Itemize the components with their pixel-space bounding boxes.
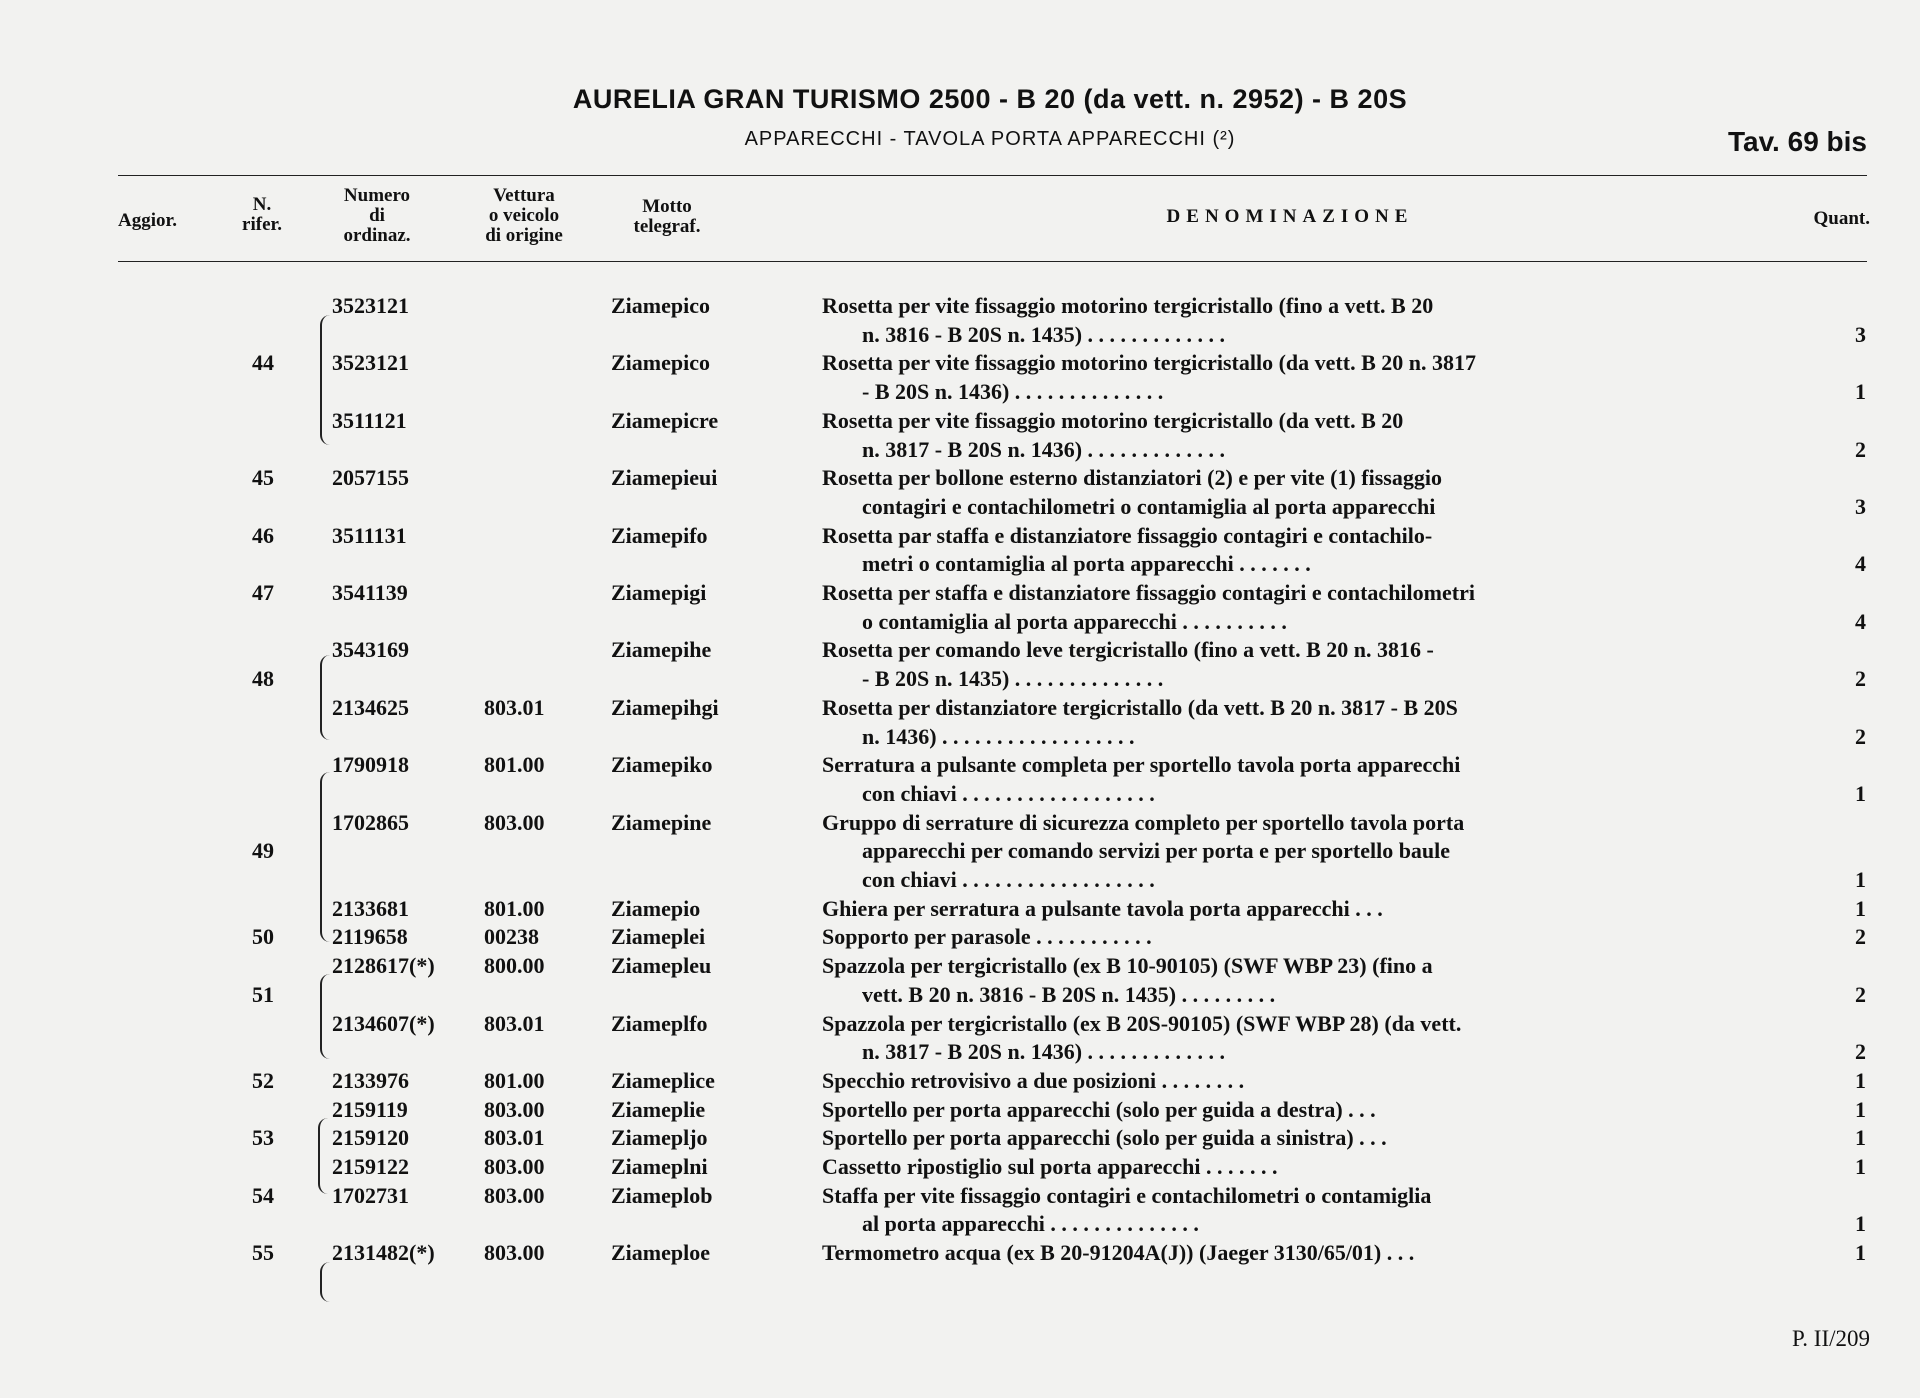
table-row	[0, 951, 1920, 980]
denomination: Spazzola per tergicristallo (ex B 10-90105) (SWF WBP 23) (fino a	[822, 953, 1433, 979]
denomination: al porta apparecchi . . . . . . . . . . . . . .	[862, 1211, 1199, 1237]
origin-vehicle: 803.01	[484, 1125, 545, 1151]
denomination: Specchio retrovisivo a due posizioni . . . . . . . .	[822, 1067, 1245, 1093]
denomination: Sportello per porta apparecchi (solo per guida a destra) . . .	[822, 1096, 1376, 1122]
order-number: 2134607(*)	[332, 1010, 435, 1036]
table-row	[0, 1209, 1920, 1238]
origin-vehicle: 800.00	[484, 953, 545, 979]
origin-vehicle: 801.00	[484, 895, 545, 921]
ref-number: 49	[252, 838, 274, 864]
telegraph-code: Ziameplei	[611, 924, 706, 950]
quantity: 2	[1855, 924, 1866, 950]
denomination: Serratura a pulsante completa per sportello tavola porta apparecchi	[822, 752, 1461, 778]
table-reference: Tav. 69 bis	[1727, 126, 1867, 157]
group-brace-53	[318, 1118, 330, 1194]
telegraph-code: Ziamepigi	[611, 580, 707, 605]
ref-number: 55	[252, 1240, 274, 1266]
group-brace-49	[320, 772, 332, 942]
quantity: 1	[1855, 1211, 1866, 1237]
quantity: 1	[1855, 1125, 1866, 1151]
order-number: 2128617(*)	[332, 953, 435, 979]
table-row	[0, 635, 1920, 664]
denomination: n. 1436) . . . . . . . . . . . . . . . . . .	[862, 723, 1135, 749]
origin-vehicle: 801.00	[484, 752, 545, 778]
table-row	[0, 377, 1920, 406]
denomination: Gruppo di serrature di sicurezza completo per sportello tavola porta	[822, 809, 1465, 835]
order-number: 2159119	[332, 1096, 408, 1122]
page-number: P. II/209	[1792, 1326, 1870, 1351]
denomination: Rosetta per vite fissaggio motorino tergicristallo (da vett. B 20	[822, 407, 1404, 433]
denomination: o contamiglia al porta apparecchi . . . . . . . . . .	[862, 608, 1287, 634]
table-row	[0, 779, 1920, 808]
telegraph-code: Ziamepine	[611, 809, 712, 835]
table-row	[0, 1152, 1920, 1181]
origin-vehicle: 803.00	[484, 1096, 545, 1122]
telegraph-code: Ziameplie	[611, 1096, 706, 1122]
quantity: 3	[1855, 321, 1866, 347]
header-top-rule	[118, 175, 1867, 176]
quantity: 2	[1855, 723, 1866, 749]
ref-number: 45	[252, 465, 274, 491]
denomination: Sportello per porta apparecchi (solo per guida a sinistra) . . .	[822, 1125, 1387, 1151]
denomination: Rosetta per distanziatore tergicristallo (da vett. B 20 n. 3817 - B 20S	[822, 694, 1458, 720]
table-row	[0, 1066, 1920, 1095]
col-header-denominazione: DENOMINAZIONE	[1166, 206, 1414, 227]
denomination: contagiri e contachilometri o contamiglia al porta apparecchi	[862, 493, 1436, 519]
table-row	[0, 664, 1920, 693]
denomination: Rosetta per comando leve tergicristallo (fino a vett. B 20 n. 3816 -	[822, 637, 1434, 663]
table-row	[0, 808, 1920, 837]
group-brace-48	[320, 655, 332, 740]
telegraph-code: Ziamepieui	[611, 465, 718, 491]
order-number: 1702865	[332, 809, 409, 835]
table-row	[0, 291, 1920, 320]
quantity: 4	[1855, 608, 1866, 634]
quantity: 1	[1855, 1154, 1866, 1179]
table-row	[0, 492, 1920, 521]
denomination: con chiavi . . . . . . . . . . . . . . . . . .	[862, 780, 1155, 806]
telegraph-code: Ziamepleu	[611, 953, 712, 979]
group-brace-44	[320, 315, 332, 445]
ref-number: 46	[252, 522, 274, 548]
denomination: Termometro acqua (ex B 20-91204A(J)) (Jaeger 3130/65/01) . . .	[822, 1240, 1415, 1266]
quantity: 1	[1855, 867, 1866, 892]
table-row	[0, 722, 1920, 751]
order-number: 2159122	[332, 1154, 409, 1179]
origin-vehicle: 803.01	[484, 694, 545, 720]
telegraph-code: Ziamepljo	[611, 1125, 708, 1151]
table-row	[0, 1037, 1920, 1066]
quantity: 2	[1855, 436, 1866, 462]
order-number: 3511121	[332, 407, 407, 433]
quantity: 2	[1855, 666, 1866, 692]
telegraph-code: Ziamepico	[611, 293, 710, 318]
col-header-motto: Motto telegraf.	[633, 196, 701, 237]
telegraph-code: Ziamepifo	[611, 522, 708, 548]
table-row	[0, 894, 1920, 923]
table-row	[0, 578, 1920, 607]
origin-vehicle: 803.00	[484, 809, 545, 835]
order-number: 3543169	[332, 637, 409, 663]
quantity: 1	[1855, 1067, 1866, 1093]
origin-vehicle: 801.00	[484, 1067, 545, 1093]
table-row	[0, 922, 1920, 951]
order-number: 3523121	[332, 350, 409, 376]
table-row	[0, 549, 1920, 578]
ref-number: 48	[252, 666, 274, 692]
order-number: 3523121	[332, 293, 409, 318]
page-subtitle: APPARECCHI - TAVOLA PORTA APPARECCHI (²)	[744, 128, 1236, 150]
page-title: AURELIA GRAN TURISMO 2500 - B 20 (da vett. n. 2952) - B 20S	[572, 84, 1408, 114]
table-row	[0, 435, 1920, 464]
table-row	[0, 1123, 1920, 1152]
denomination: Rosetta per vite fissaggio motorino tergicristallo (da vett. B 20 n. 3817	[822, 350, 1476, 376]
denomination: con chiavi . . . . . . . . . . . . . . . . . .	[862, 867, 1155, 892]
telegraph-code: Ziamepico	[611, 350, 710, 376]
table-row	[0, 406, 1920, 435]
order-number: 1702731	[332, 1182, 409, 1208]
table-row	[0, 865, 1920, 894]
denomination: Rosetta per staffa e distanziatore fissaggio contagiri e contachilometri	[822, 580, 1475, 605]
telegraph-code: Ziameplob	[611, 1182, 713, 1208]
ref-number: 47	[252, 580, 274, 605]
order-number: 2134625	[332, 694, 409, 720]
telegraph-code: Ziamepihe	[611, 637, 712, 663]
denomination: - B 20S n. 1436) . . . . . . . . . . . . . .	[862, 379, 1164, 405]
ref-number: 51	[252, 981, 274, 1007]
telegraph-code: Ziameplfo	[611, 1010, 708, 1036]
quantity: 1	[1855, 895, 1866, 921]
denomination: Spazzola per tergicristallo (ex B 20S-90105) (SWF WBP 28) (da vett.	[822, 1010, 1462, 1036]
order-number: 2119658	[332, 924, 408, 950]
ref-number: 54	[252, 1182, 274, 1208]
telegraph-code: Ziamepihgi	[611, 694, 719, 720]
table-row	[0, 521, 1920, 550]
table-row	[0, 1181, 1920, 1210]
table-row	[0, 1238, 1920, 1267]
table-row	[0, 348, 1920, 377]
denomination: apparecchi per comando servizi per porta e per sportello baule	[862, 838, 1451, 864]
quantity: 1	[1855, 780, 1866, 806]
table-row	[0, 607, 1920, 636]
ref-number: 53	[252, 1125, 274, 1151]
denomination: Rosetta par staffa e distanziatore fissaggio contagiri e contachilo-	[822, 522, 1433, 548]
order-number: 2131482(*)	[332, 1240, 435, 1266]
order-number: 2159120	[332, 1125, 409, 1151]
table-row	[0, 1009, 1920, 1038]
table-row	[0, 980, 1920, 1009]
denomination: Staffa per vite fissaggio contagiri e contachilometri o contamiglia	[822, 1182, 1432, 1208]
quantity: 2	[1855, 1039, 1866, 1065]
order-number: 2133681	[332, 895, 409, 921]
order-number: 2133976	[332, 1067, 409, 1093]
denomination: Ghiera per serratura a pulsante tavola porta apparecchi . . .	[822, 895, 1383, 921]
table-row	[0, 836, 1920, 865]
origin-vehicle: 803.00	[484, 1240, 545, 1266]
header-bottom-rule	[118, 261, 1867, 262]
quantity: 1	[1855, 1096, 1866, 1122]
telegraph-code: Ziameplice	[611, 1067, 715, 1093]
table-row	[0, 463, 1920, 492]
telegraph-code: Ziameplni	[611, 1154, 708, 1179]
telegraph-code: Ziamepiko	[611, 752, 713, 778]
ref-number: 50	[252, 924, 274, 950]
col-header-aggior: Aggior.	[118, 210, 177, 231]
denomination: Rosetta per bollone esterno distanziatori (2) e per vite (1) fissaggio	[822, 465, 1442, 491]
denomination: n. 3816 - B 20S n. 1435) . . . . . . . . . . . . .	[862, 321, 1226, 347]
origin-vehicle: 803.01	[484, 1010, 545, 1036]
order-number: 1790918	[332, 752, 409, 778]
col-header-numero: Numero di ordinaz.	[343, 185, 411, 246]
telegraph-code: Ziameploe	[611, 1240, 710, 1266]
table-row	[0, 1095, 1920, 1124]
denomination: vett. B 20 n. 3816 - B 20S n. 1435) . . . . . . . . .	[862, 981, 1276, 1007]
denomination: Rosetta per vite fissaggio motorino tergicristallo (fino a vett. B 20	[822, 293, 1434, 318]
ref-number: 52	[252, 1067, 274, 1093]
table-row	[0, 693, 1920, 722]
group-brace-51	[320, 974, 332, 1059]
quantity: 2	[1855, 981, 1866, 1007]
telegraph-code: Ziamepicre	[611, 407, 719, 433]
denomination: Sopporto per parasole . . . . . . . . . . .	[822, 924, 1152, 950]
origin-vehicle: 803.00	[484, 1182, 545, 1208]
denomination: metri o contamiglia al porta apparecchi . . . . . . .	[862, 551, 1311, 577]
origin-vehicle: 00238	[484, 924, 539, 950]
denomination: n. 3817 - B 20S n. 1436) . . . . . . . . . . . . .	[862, 1039, 1226, 1065]
col-header-quant: Quant.	[1813, 208, 1870, 229]
telegraph-code: Ziamepio	[611, 895, 701, 921]
order-number: 3541139	[332, 580, 408, 605]
table-row	[0, 320, 1920, 349]
col-header-vettura: Vettura o veicolo di origine	[485, 185, 563, 246]
order-number: 3511131	[332, 522, 407, 548]
quantity: 1	[1855, 379, 1866, 405]
origin-vehicle: 803.00	[484, 1154, 545, 1179]
col-header-nrifer: N. rifer.	[242, 194, 282, 235]
quantity: 4	[1855, 551, 1866, 577]
group-brace-55	[320, 1262, 332, 1302]
denomination: n. 3817 - B 20S n. 1436) . . . . . . . . . . . . .	[862, 436, 1226, 462]
denomination: - B 20S n. 1435) . . . . . . . . . . . . . .	[862, 666, 1164, 692]
order-number: 2057155	[332, 465, 409, 491]
denomination: Cassetto ripostiglio sul porta apparecchi . . . . . . .	[822, 1154, 1278, 1179]
table-row	[0, 750, 1920, 779]
quantity: 1	[1855, 1240, 1866, 1266]
quantity: 3	[1855, 493, 1866, 519]
ref-number: 44	[252, 350, 274, 376]
